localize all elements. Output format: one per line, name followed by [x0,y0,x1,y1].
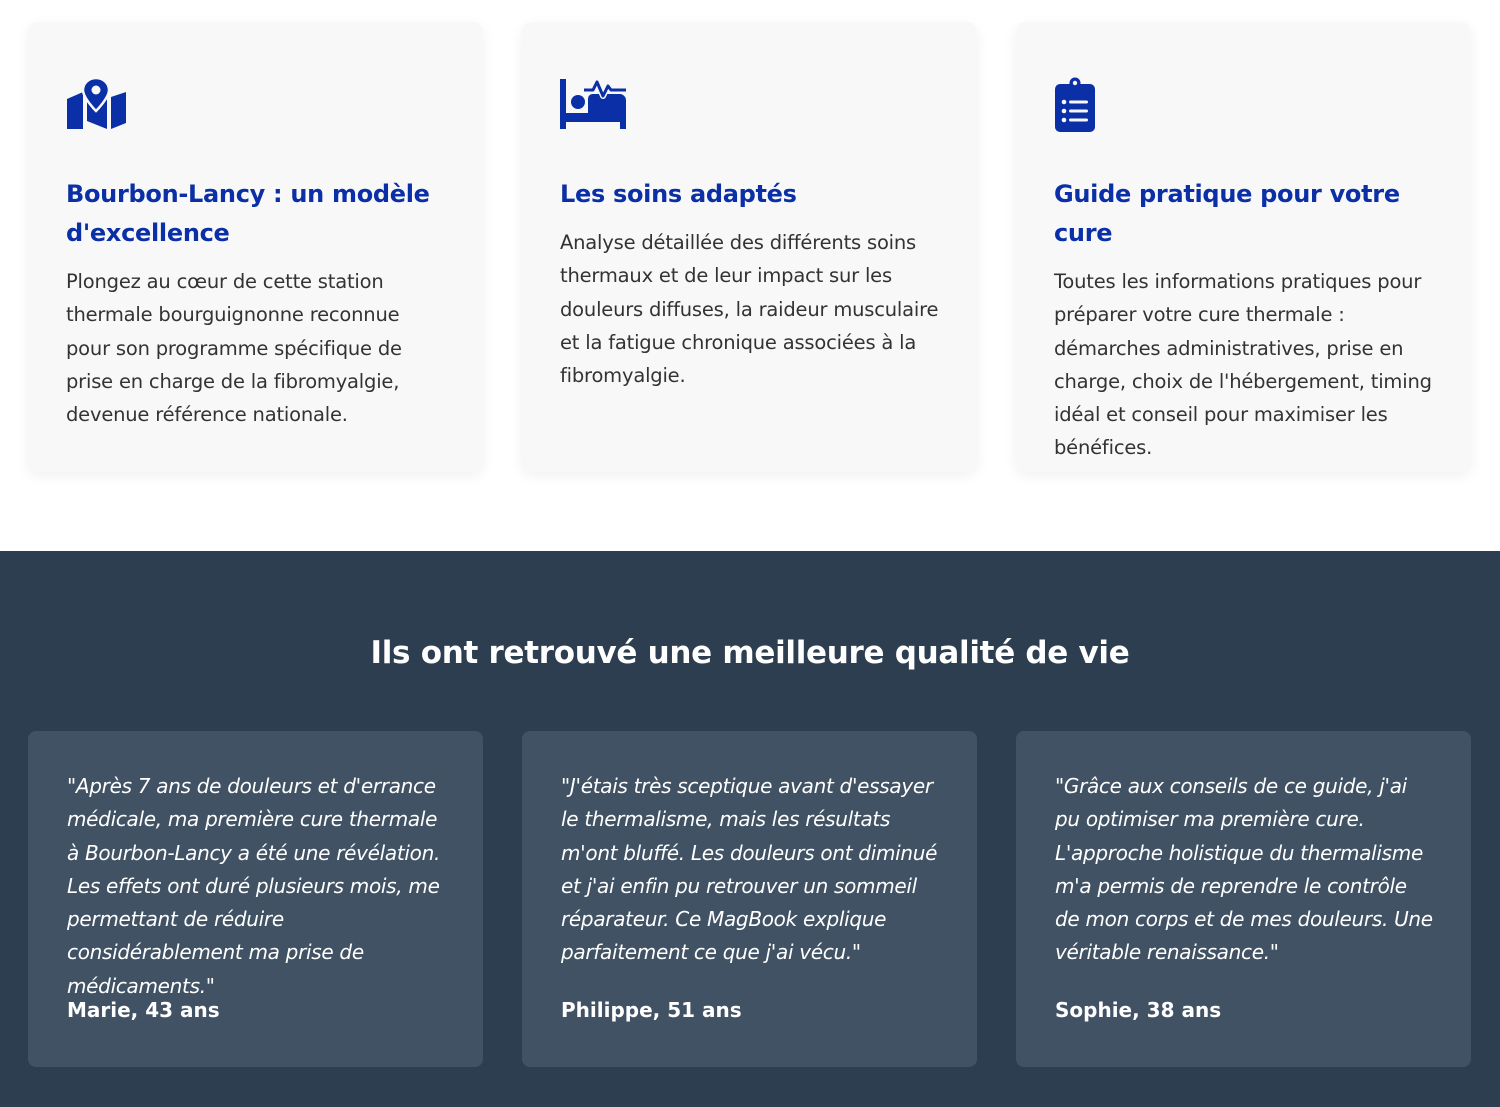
map-location-icon [66,77,136,133]
feature-card-guide-pratique [1016,22,1471,472]
feature-title: Bourbon-Lancy : un modèle d'excellence [66,180,430,247]
feature-title: Les soins adaptés [560,180,797,208]
testimonial-author: Marie, 43 ans [67,998,220,1022]
feature-description: Plongez au cœur de cette station thermale bourguignonne reconnue pour son programme spécifique de prise en charge de la fibromyalgie, devenue référence nationale. [66,270,402,427]
feature-card-bourbon-lancy [28,22,483,472]
feature-description: Analyse détaillée des différents soins thermaux et de leur impact sur les douleurs diffuses, la raideur musculaire et la fatigue chronique associées à la fibromyalgie. [560,231,939,388]
testimonials-title: Ils ont retrouvé une meilleure qualité de vie [370,635,1130,671]
feature-description: Toutes les informations pratiques pour préparer votre cure thermale : démarches administratives, prise en charge, choix de l'hébergement, timing idéal et conseil pour maximiser les bénéfices. [1054,270,1432,460]
clipboard-list-icon [1054,77,1124,133]
testimonial-card [28,731,483,1067]
testimonial-author: Philippe, 51 ans [561,998,742,1022]
bed-pulse-icon [560,77,630,133]
testimonial-card [1016,731,1471,1067]
testimonial-card [522,731,977,1067]
testimonial-author: Sophie, 38 ans [1055,998,1222,1022]
testimonial-quote: "Grâce aux conseils de ce guide, j'ai pu optimiser ma première cure. L'approche holistique du thermalisme m'a permis de reprendre le contrôle de mon corps et de mes douleurs. Une véritable renaissance." [1055,774,1433,965]
feature-card-soins-adaptes [522,22,977,472]
features-section [0,0,1500,551]
testimonial-quote: "Après 7 ans de douleurs et d'errance médicale, ma première cure thermale à Bourbon-Lancy a été une révélation. Les effets ont duré plusieurs mois, me permettant de réduire considérablement ma prise de médicaments." [67,774,441,998]
testimonial-quote: "J'étais très sceptique avant d'essayer le thermalisme, mais les résultats m'ont bluffé. Les douleurs ont diminué et j'ai enfin pu retrouver un sommeil réparateur. Ce MagBook explique parfaitement ce que j'ai vécu." [561,774,938,965]
feature-title: Guide pratique pour votre cure [1054,180,1400,247]
testimonials-section [0,551,1500,1107]
